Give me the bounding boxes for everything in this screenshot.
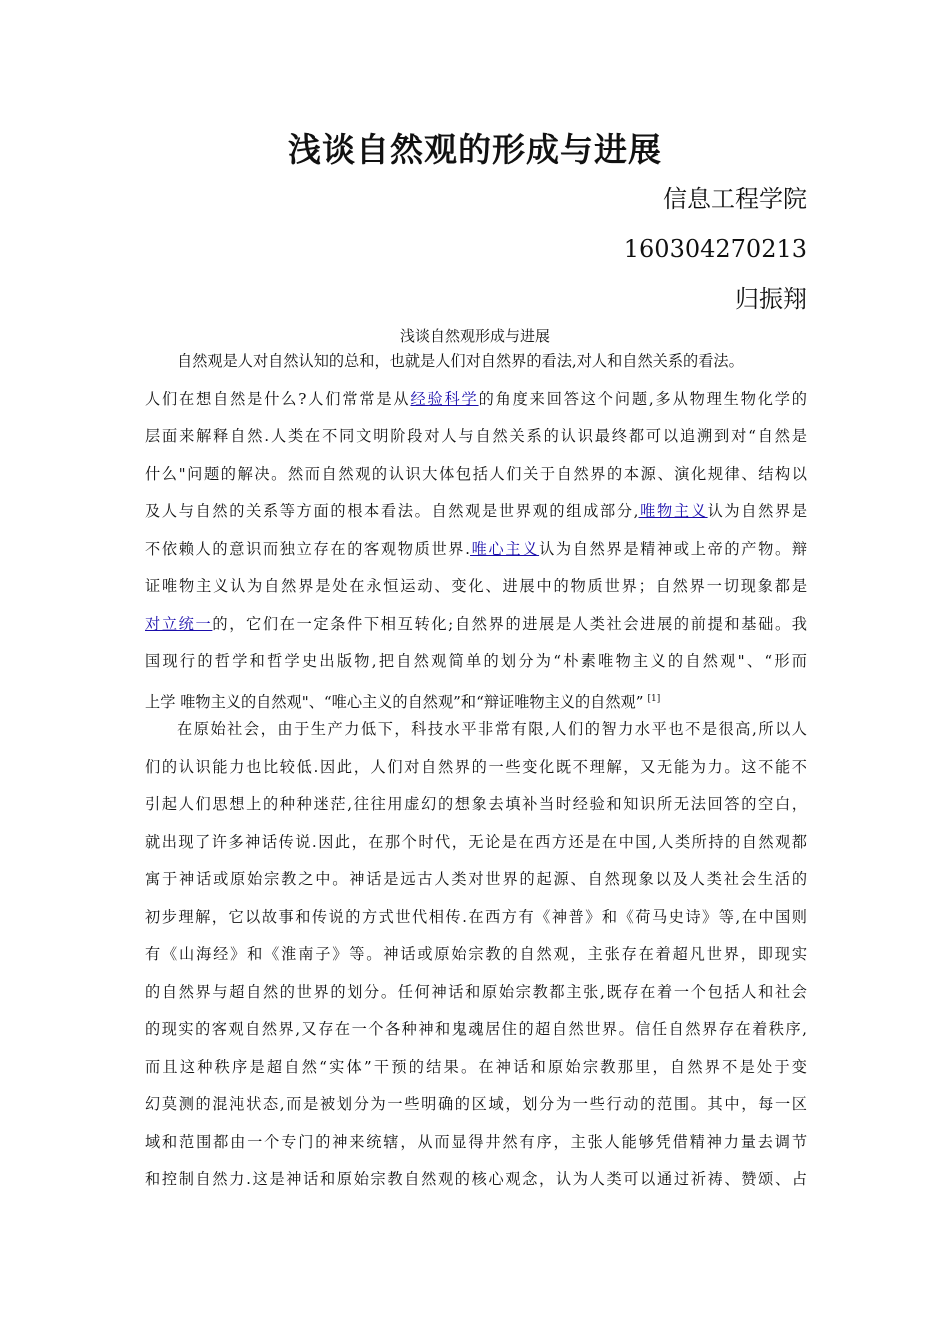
paragraph-line: 引起人们思想上的种种迷茫,往往用虚幻的想象去填补当时经验和知识所无法回答的空白， — [145, 795, 807, 813]
text-segment: 的角度来回答这个问题,多从物理生物化学的 — [478, 389, 807, 408]
link-unity-of-opposites[interactable]: 对立统一 — [145, 614, 213, 633]
paragraph-line: 而且这种秩序是超自然“实体”干预的结果。在神话和原始宗教那里，自然界不是处于变 — [145, 1057, 807, 1076]
paragraph-line: 初步理解，它以故事和传说的方式世代相传.在西方有《神普》和《荷马史诗》等,在中国则 — [145, 907, 807, 926]
paragraph-line: 的现实的客观自然界,又存在一个各种神和鬼魂居住的超自然世界。信任自然界存在着秩序, — [145, 1020, 807, 1038]
paragraph-1 — [145, 343, 807, 718]
paragraph-line: 在原始社会，由于生产力低下，科技水平非常有限,人们的智力水平也不是很高,所以人 — [177, 720, 807, 738]
college-name: 信息工程学院 — [663, 185, 807, 213]
text-segment: 不依赖人的意识而独立存在的客观物质世界. — [145, 539, 470, 558]
paragraph-line: 域和范围都由一个专门的神来统辖，从而显得井然有序，主张人能够凭借精神力量去调节 — [145, 1132, 807, 1151]
paragraph-line — [145, 606, 807, 644]
paragraph-line: 的自然界与超自然的世界的划分。任何神话和原始宗教都主张,既存在着一个包括人和社会 — [145, 982, 807, 1001]
paragraph-line: 自然观是人对自然认知的总和，也就是人们对自然界的看法,对人和自然关系的看法。 — [177, 352, 744, 370]
text-segment: 上学 唯物主义的自然观"、“唯心主义的自然观”和“辩证唯物主义的自然观” — [145, 692, 644, 711]
text-segment: 认为自然界是精神或上帝的产物。辩 — [539, 539, 808, 558]
link-idealism[interactable]: 唯心主义 — [470, 539, 540, 558]
student-id: 160304270213 — [623, 235, 807, 263]
paragraph-line — [145, 493, 807, 531]
paragraph-line: 幻莫测的混沌状态,而是被划分为一些明确的区域，划分为一些行动的范围。其中，每一区 — [145, 1095, 807, 1113]
paragraph-2 — [145, 711, 807, 1199]
paragraph-line: 证唯物主义认为自然界是处在永恒运动、变化、进展中的物质世界；自然界一切现象都是 — [145, 577, 807, 595]
author-name: 归振翔 — [735, 285, 807, 313]
link-materialism[interactable]: 唯物主义 — [638, 502, 708, 520]
text-segment: 认为自然界是 — [707, 502, 808, 520]
paragraph-line: 就出现了许多神话传说.因此，在那个时代，无论是在西方还是在中国,人类所持的自然观都 — [145, 832, 807, 851]
paragraph-line — [145, 381, 807, 419]
text-segment: 及人与自然的关系等方面的根本看法。自然观是世界观的组成部分, — [145, 502, 639, 520]
link-empirical-science[interactable]: 经验科学 — [410, 389, 479, 408]
paragraph-line: 们的认识能力也比较低.因此，人们对自然界的一些变化既不理解，又无能为力。这不能不 — [145, 757, 807, 776]
paragraph-line: 什么"问题的解决。然而自然观的认识大体包括人们关于自然界的本源、演化规律、结构以 — [145, 464, 807, 483]
footnote-reference[interactable]: [1] — [647, 693, 661, 704]
paragraph-line: 有《山海经》和《淮南子》等。神话或原始宗教的自然观，主张存在着超凡世界，即现实 — [145, 945, 807, 963]
text-segment: 的，它们在一定条件下相互转化;自然界的进展是人类社会进展的前提和基础。我 — [212, 614, 807, 633]
document-subtitle: 浅谈自然观形成与进展 — [399, 327, 550, 345]
document-title: 浅谈自然观的形成与进展 — [288, 130, 662, 169]
paragraph-line: 层面来解释自然.人类在不同文明阶段对人与自然关系的认识最终都可以追溯到对“自然是 — [145, 427, 807, 445]
paragraph-line: 国现行的哲学和哲学史出版物,把自然观简单的划分为“朴素唯物主义的自然观"、“形而 — [145, 652, 807, 670]
paragraph-line — [145, 531, 807, 569]
text-segment: 人们在想自然是什么?人们常常是从 — [145, 389, 411, 408]
paragraph-line: 寓于神话或原始宗教之中。神话是远古人类对世界的起源、自然现象以及人类社会生活的 — [145, 870, 807, 888]
paragraph-line: 和控制自然力.这是神话和原始宗教自然观的核心观念，认为人类可以通过祈祷、赞颂、占 — [145, 1170, 807, 1188]
